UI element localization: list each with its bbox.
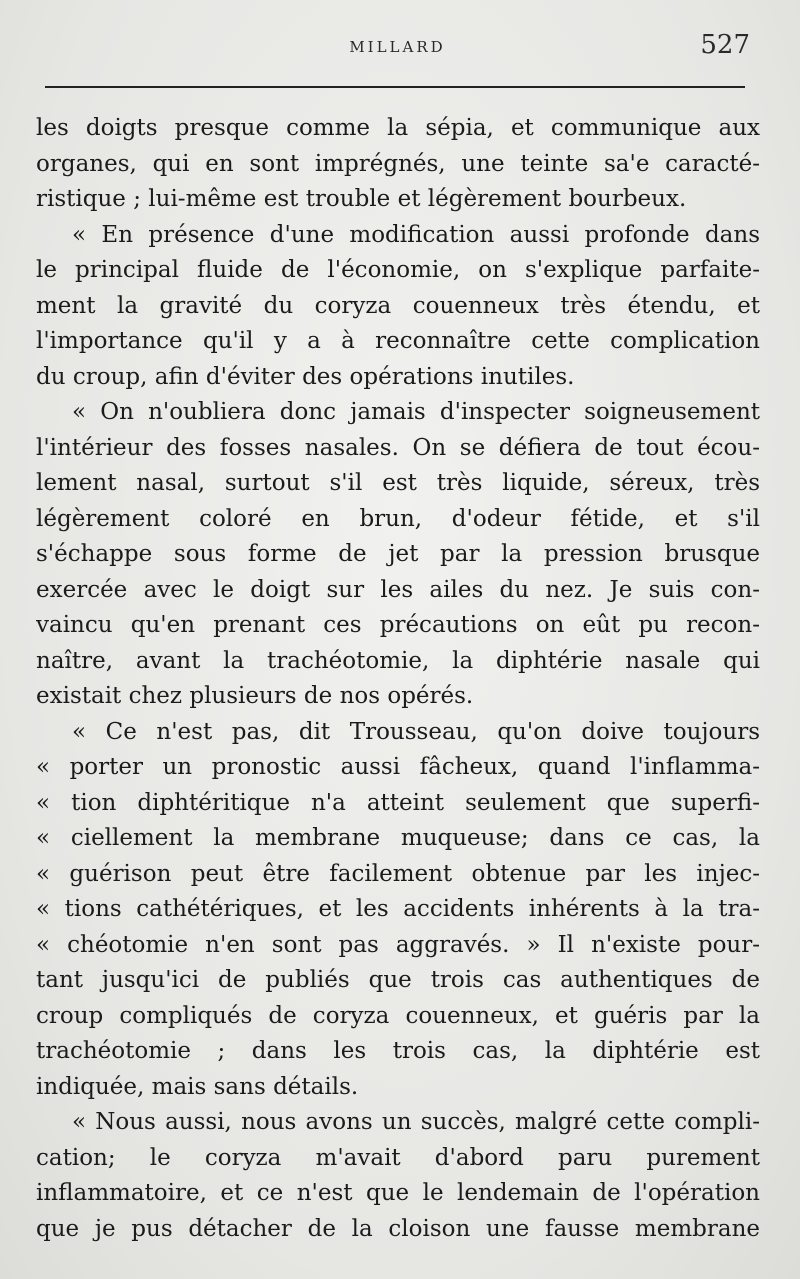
text-line: « porter un pronostic aussi fâcheux, quand l'inflamma- xyxy=(36,754,760,780)
text-line: s'échappe sous forme de jet par la pression brusque xyxy=(36,541,760,567)
text-line: « tion diphtéritique n'a atteint seulement que superfi- xyxy=(36,789,760,816)
text-line: les doigts presque comme la sépia, et communique aux xyxy=(36,115,760,141)
page-number: 527 xyxy=(700,30,750,60)
text-line: croup compliqués de coryza couenneux, et guéris par la xyxy=(36,1002,760,1029)
text-line: « guérison peut être facilement obtenue par les injec- xyxy=(36,860,760,887)
text-line: l'importance qu'il y a à reconnaître cette complication xyxy=(36,328,760,354)
text-line: naître, avant la trachéotomie, la diphtérie nasale qui xyxy=(36,647,760,674)
text-line: organes, qui en sont imprégnés, une teinte sa'e caracté- xyxy=(36,150,760,177)
text-line: existait chez plusieurs de nos opérés. xyxy=(36,683,474,709)
text-line: que je pus détacher de la cloison une fausse membrane xyxy=(36,1215,760,1242)
text-line: « chéotomie n'en sont pas aggravés. » Il n'existe pour- xyxy=(36,931,760,958)
text-line: ment la gravité du coryza couenneux très étendu, et xyxy=(36,292,760,319)
text-line: « Ce n'est pas, dit Trousseau, qu'on doive toujours xyxy=(72,718,760,745)
text-line: exercée avec le doigt sur les ailes du nez. Je suis con- xyxy=(36,576,760,603)
header-rule xyxy=(45,86,745,88)
text-line: l'intérieur des fosses nasales. On se défiera de tout écou- xyxy=(36,434,760,461)
text-line: vaincu qu'en prenant ces précautions on eût pu recon- xyxy=(36,612,760,638)
running-header xyxy=(45,28,750,68)
text-line: indiquée, mais sans détails. xyxy=(36,1073,359,1100)
text-line: cation; le coryza m'avait d'abord paru purement xyxy=(36,1144,760,1171)
running-title: MILLARD xyxy=(349,38,446,56)
text-line: tant jusqu'ici de publiés que trois cas authentiques de xyxy=(36,967,760,993)
text-line: du croup, afin d'éviter des opérations inutiles. xyxy=(36,363,575,390)
body-text xyxy=(36,111,760,1247)
text-line: le principal fluide de l'économie, on s'explique parfaite- xyxy=(36,257,760,283)
text-line: « tions cathétériques, et les accidents inhérents à la tra- xyxy=(36,896,760,922)
text-line: « Nous aussi, nous avons un succès, malgré cette compli- xyxy=(72,1109,760,1135)
text-line: ristique ; lui-même est trouble et légèrement bourbeux. xyxy=(36,186,687,212)
text-line: trachéotomie ; dans les trois cas, la diphtérie est xyxy=(36,1038,760,1064)
text-line: « En présence d'une modification aussi profonde dans xyxy=(72,221,760,248)
text-line: « On n'oubliera donc jamais d'inspecter soigneusement xyxy=(72,399,760,425)
text-line: légèrement coloré en brun, d'odeur fétide, et s'il xyxy=(36,505,760,532)
text-line: lement nasal, surtout s'il est très liquide, séreux, très xyxy=(36,470,760,496)
text-line: « ciellement la membrane muqueuse; dans ce cas, la xyxy=(36,825,760,851)
text-line: inflammatoire, et ce n'est que le lendemain de l'opération xyxy=(36,1180,760,1206)
